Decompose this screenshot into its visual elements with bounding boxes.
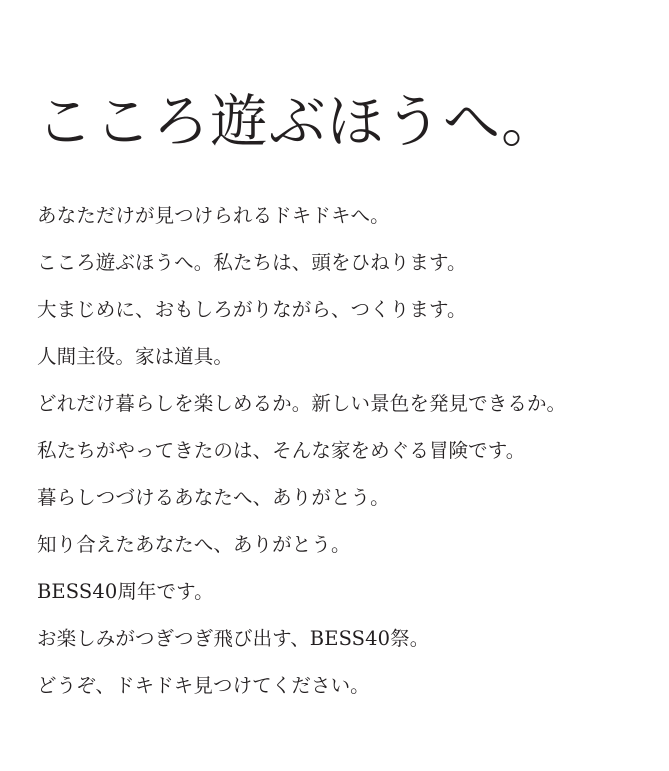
- body-line: 人間主役。家は道具。: [37, 344, 233, 368]
- body-line: BESS40周年です。: [37, 579, 214, 603]
- body-line: どれだけ暮らしを楽しめるか。新しい景色を発見できるか。: [37, 391, 567, 415]
- body-line: 暮らしつづけるあなたへ、ありがとう。: [37, 485, 390, 509]
- body-line: あなただけが見つけられるドキドキへ。: [37, 203, 390, 227]
- body-line: どうぞ、ドキドキ見つけてください。: [37, 673, 370, 697]
- body-line: こころ遊ぶほうへ。私たちは、頭をひねります。: [37, 250, 467, 274]
- body-copy: [37, 186, 647, 695]
- body-line: 知り合えたあなたへ、ありがとう。: [37, 532, 351, 556]
- body-line: 大まじめに、おもしろがりながら、つくります。: [37, 297, 467, 321]
- body-line: お楽しみがつぎつぎ飛び出す、BESS40祭。: [37, 626, 430, 650]
- body-line: 私たちがやってきたのは、そんな家をめぐる冒険です。: [37, 438, 526, 462]
- page-title: こころ遊ぶほうへ。: [36, 89, 560, 156]
